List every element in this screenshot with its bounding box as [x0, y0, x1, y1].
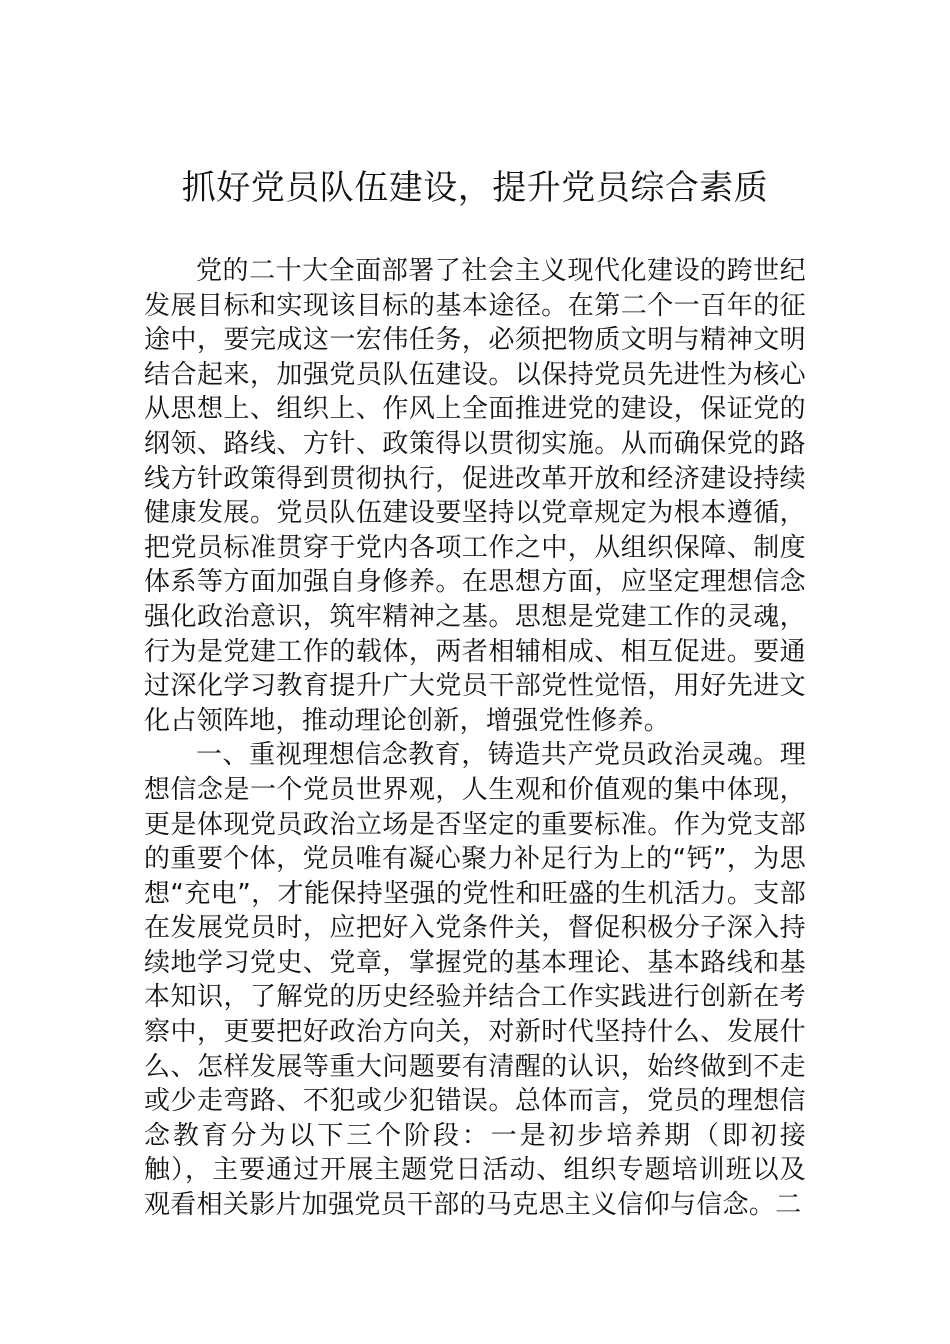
- paragraph-section-one: 一、重视理想信念教育，铸造共产党员政治灵魂。理想信念是一个党员世界观，人生观和价值观的集中体现，更是体现党员政治立场是否坚定的重要标准。作为党支部的重要个体，党员唯有凝心聚力补足行为上的“钙”，为思想“充电”，才能保持坚强的党性和旺盛的生机活力。支部在发展党员时，应把好入党条件关，督促积极分子深入持续地学习党史、党章，掌握党的基本理论、基本路线和基本知识，了解党的历史经验并结合工作实践进行创新在考察中，更要把好政治方向关，对新时代坚持什么、发展什么、怎样发展等重大问题要有清醒的认识，始终做到不走或少走弯路、不犯或少犯错误。总体而言，党员的理想信念教育分为以下三个阶段：一是初步培养期（即初接触），主要通过开展主题党日活动、组织专题培训班以及观看相关影片加强党员干部的马克思主义信仰与信念。二: [144, 740, 806, 1221]
- paragraph-intro: 党的二十大全面部署了社会主义现代化建设的跨世纪发展目标和实现该目标的基本途径。在第二个一百年的征途中，要完成这一宏伟任务，必须把物质文明与精神文明结合起来，加强党员队伍建设。以保持党员先进性为核心从思想上、组织上、作风上全面推进党的建设，保证党的纲领、路线、方针、政策得以贯彻实施。从而确保党的路线方针政策得到贯彻执行，促进改革开放和经济建设持续健康发展。党员队伍建设要坚持以党章规定为根本遵循，把党员标准贯穿于党内各项工作之中，从组织保障、制度体系等方面加强自身修养。在思想方面，应坚定理想信念强化政治意识，筑牢精神之基。思想是党建工作的灵魂，行为是党建工作的载体，两者相辅相成、相互促进。要通过深化学习教育提升广大党员干部党性觉悟，用好先进文化占领阵地，推动理论创新，增强党性修养。: [144, 256, 806, 736]
- document-body: [144, 254, 806, 1223]
- document-title: 抓好党员队伍建设，提升党员综合素质: [181, 168, 769, 208]
